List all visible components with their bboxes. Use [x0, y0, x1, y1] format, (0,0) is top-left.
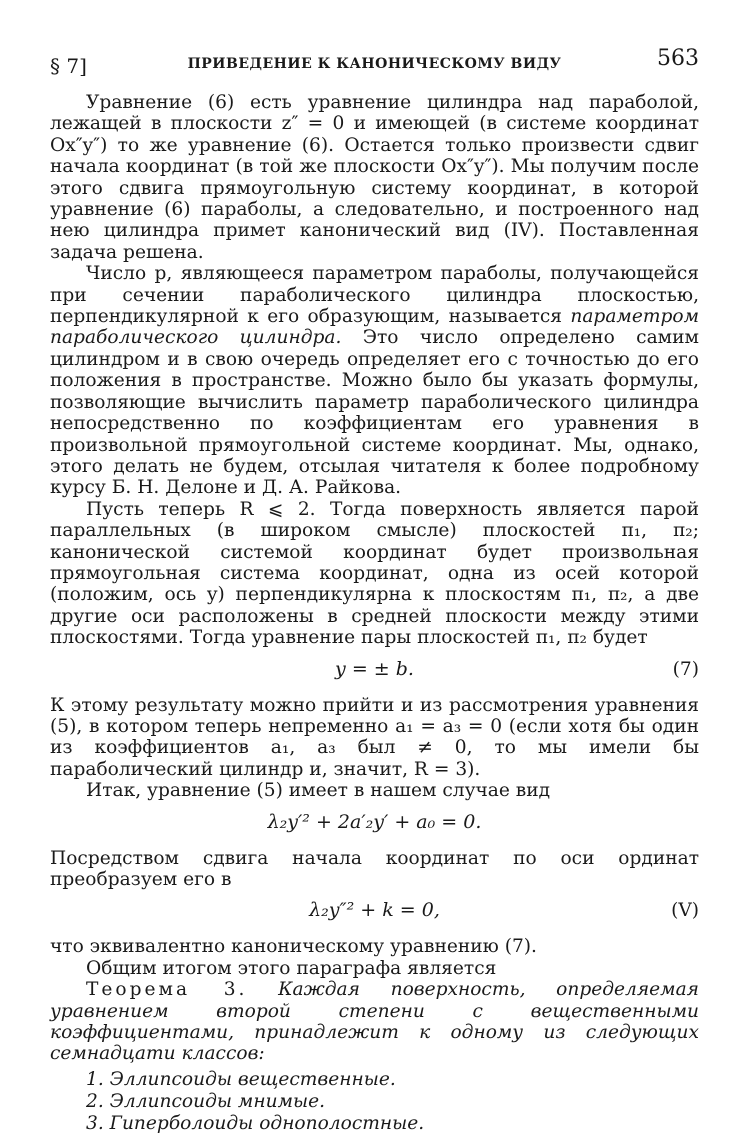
section-marker: § 7]: [50, 54, 87, 78]
equation-7: [50, 649, 699, 695]
equation-V: [50, 890, 699, 936]
paragraph-rank-two: Пусть теперь R ⩽ 2. Тогда поверхность является парой параллельных (в широком смысле) плоскостей π₁, π₂; канонической системой координат будет произвольная прямоугольная система координат, одна из осей которой (положим, ось y) перпендикулярна к плоскостям π₁, π₂, а две другие оси расположены в средней плоскости между этими плоскостями. Тогда уравнение пары плоскостей π₁, π₂ будет: [50, 498, 699, 649]
equation-reduced: [50, 802, 699, 848]
running-header: [50, 44, 699, 78]
paragraph-equation-form: Итак, уравнение (5) имеет в нашем случае вид: [86, 780, 551, 802]
page-body: [50, 92, 699, 1135]
paragraph-text: Это число определено самим цилиндром и в свою очередь определяет его с точностью до его положения в пространстве. Можно было бы указать формулы, позволяющие вычислить параметр параболического цилиндра непосредственно по коэффициентам его уравнения в произвольной прямоугольной системе координат. Мы, однако, этого делать не будем, отсылая читателя к более подробному курсу Б. Н. Делоне и Д. А. Райкова.: [50, 327, 699, 499]
paragraph-cylinder-over-parabola: Уравнение (6) есть уравнение цилиндра над параболой, лежащей в плоскости z″ = 0 и имеющей (в системе координат Ox″y″) то же уравнение (6). Остается только произвести сдвиг начала координат (в той же плоскости Ox″y″). Мы получим после этого сдвига прямоугольную систему координат, в которой уравнение (6) параболы, а следовательно, и построенного над нею цилиндра примет канонический вид (IV). Поставленная задача решена.: [50, 92, 699, 263]
list-item: 2. Эллипсоиды мнимые.: [86, 1090, 326, 1112]
paragraph-text: Число p, являющееся параметром параболы, получающейся при сечении параболического цилиндра плоскостью, перпендикулярной к его образующим, называется: [50, 263, 699, 328]
theorem-3: [50, 979, 699, 1065]
equation-expression: y = ± b.: [335, 657, 414, 680]
paragraph-summary-intro: Общим итогом этого параграфа является: [86, 957, 497, 979]
paragraph-shift: Посредством сдвига начала координат по оси ординат преобразуем его в: [50, 847, 699, 890]
theorem-statement: Каждая поверхность, определяемая уравнением второй степени с вещественными коэффициентами, принадлежит к одному из следующих семнадцати классов:: [50, 979, 699, 1065]
list-item: 1. Эллипсоиды вещественные.: [86, 1068, 396, 1090]
running-title: ПРИВЕДЕНИЕ К КАНОНИЧЕСКОМУ ВИДУ: [187, 56, 562, 72]
surface-class-list: [50, 1069, 699, 1135]
paragraph-parameter: [50, 263, 699, 498]
list-item: 3. Гиперболоиды однополостные.: [86, 1112, 425, 1134]
equation-number: (V): [671, 900, 699, 922]
equation-expression: λ₂y′² + 2a′₂y′ + a₀ = 0.: [267, 810, 482, 833]
paragraph-from-equation-5: К этому результату можно прийти и из рассмотрения уравнения (5), в котором теперь непременно a₁ = a₃ = 0 (если хотя бы один из коэффициентов a₁, a₃ был ≠ 0, то мы имели бы параболический цилиндр и, значит, R = 3).: [50, 694, 699, 780]
equation-number: (7): [672, 658, 699, 680]
defined-term: параметром параболического цилиндра.: [50, 306, 699, 349]
theorem-label: Теорема 3.: [86, 979, 248, 1001]
paragraph-equivalent: что эквивалентно каноническому уравнению (7).: [50, 936, 537, 958]
page-number: 563: [657, 46, 699, 71]
equation-expression: λ₂y″² + k = 0,: [309, 899, 440, 922]
